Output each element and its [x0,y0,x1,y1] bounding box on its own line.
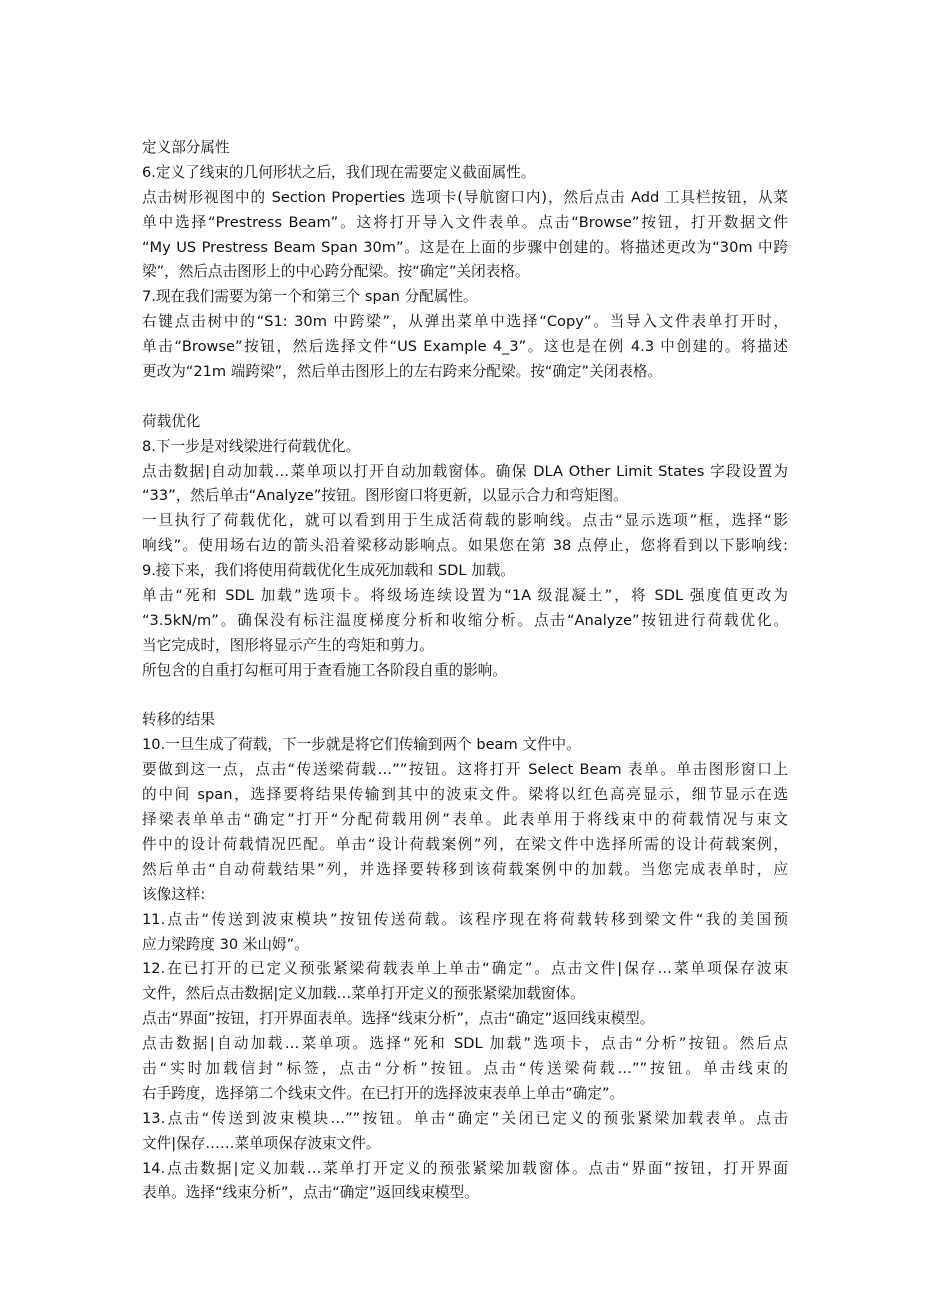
text-line: 要做到这一点，点击“传送梁荷载…””按钮。这将打开 Select Beam 表单。单击图形窗口上 [142,761,788,779]
text-line: 13.点击“传送到波束模块…””按钮。单击“确定”关闭已定义的预张紧梁加载表单。点击 [142,1109,788,1127]
text-line: 文件|保存……菜单项保存波束文件。 [142,1134,381,1152]
paragraph [142,908,788,958]
text-line: 更改为“21m 端跨梁”，然后单击图形上的左右跨来分配梁。按“确定”关闭表格。 [142,363,663,381]
paragraph [142,584,788,659]
section-gap [142,684,788,709]
text-line: 10.一旦生成了荷载，下一步就是将它们传输到两个 beam 文件中。 [142,736,581,754]
paragraph [142,435,788,460]
text-line: 单中选择“Prestress Beam”。这将打开导入文件表单。点击“Browse”按钮，打开数据文件 [142,213,788,231]
paragraph [142,161,788,186]
text-line: 9.接下来，我们将使用荷载优化生成死加载和 SDL 加载。 [142,562,515,580]
text-line: 的中间 span，选择要将结果传输到其中的波束文件。梁将以红色高亮显示，细节显示在选 [142,786,788,804]
text-line: “33”，然后单击“Analyze”按钮。图形窗口将更新，以显示合力和弯矩图。 [142,487,628,505]
text-line: 一旦执行了荷载优化，就可以看到用于生成活荷载的影响线。点击“显示选项”框，选择“影 [142,512,788,530]
text-line: 点击数据|自动加载…菜单项。选择“死和 SDL 加载”选项卡，点击“分析”按钮。然后点 [142,1035,788,1053]
paragraph [142,733,788,758]
text-line: 12.在已打开的已定义预张紧梁荷载表单上单击“确定”。点击文件|保存…菜单项保存波束 [142,960,788,978]
text-line: 右键点击树中的“S1: 30m 中跨梁”，从弹出菜单中选择“Copy”。当导入文件表单打开时， [142,313,788,331]
paragraph [142,1032,788,1107]
text-line: 当它完成时，图形将显示产生的弯矩和剪力。 [142,636,434,654]
text-line: 单击“Browse”按钮，然后选择文件“US Example 4_3”。这也是在例 4.3 中创建的。将描述 [142,338,788,356]
paragraph [142,460,788,510]
text-line: 14.点击数据|定义加载…菜单打开定义的预张紧梁加载窗体。点击“界面”按钮，打开界面 [142,1159,789,1177]
section-heading: 定义部分属性 [142,139,230,156]
text-line: 梁”，然后点击图形上的中心跨分配梁。按“确定”关闭表格。 [142,263,530,281]
paragraph [142,285,788,310]
paragraph [142,1007,788,1032]
text-line: 11.点击“传送到波束模块”按钮传送荷载。该程序现在将荷载转移到梁文件“我的美国预 [142,910,788,928]
paragraph [142,186,788,286]
text-line: 点击数据|自动加载…菜单项以打开自动加载窗体。确保 DLA Other Limit States 字段设置为 [142,462,788,480]
text-line: 应力梁跨度 30 米山姆”。 [142,935,309,953]
text-line: 然后单击“自动荷载结果”列，并选择要转移到该荷载案例中的加载。当您完成表单时，应 [142,860,788,878]
text-line: 8.下一步是对线梁进行荷载优化。 [142,437,361,455]
paragraph [142,659,788,684]
paragraph [142,310,788,385]
text-line: 择梁表单单击“确定”打开“分配荷载用例”表单。此表单用于将线束中的荷载情况与束文 [142,811,788,829]
paragraph [142,1157,788,1207]
paragraph [142,509,788,559]
document-page [142,136,788,1206]
text-line: 击“实时加载信封”标签，点击“分析”按钮。点击“传送梁荷载…””按钮。单击线束的 [142,1059,788,1077]
text-line: 表单。选择“线束分析”，点击“确定”返回线束模型。 [142,1184,479,1202]
text-line: “3.5kN/m”。确保没有标注温度梯度分析和收缩分析。点击“Analyze”按钮进行荷载优化。 [142,611,788,629]
text-line: 该像这样: [142,885,206,903]
text-line: 6.定义了线束的几何形状之后，我们现在需要定义截面属性。 [142,163,536,181]
section-heading: 荷载优化 [142,412,201,430]
text-line: “My US Prestress Beam Span 30m”。这是在上面的步骤中创建的。将描述更改为“30m 中跨 [142,238,788,256]
text-line: 所包含的自重打勾框可用于查看施工各阶段自重的影响。 [142,661,507,679]
text-line: 单击“死和 SDL 加载”选项卡。将级场连续设置为“1A 级混凝土”，将 SDL 强度值更改为 [142,587,788,605]
section-gap [142,385,788,410]
text-line: 右手跨度，选择第二个线束文件。在已打开的选择波束表单上单击“确定”。 [142,1084,625,1102]
text-line: 响线”。使用场右边的箭头沿着梁移动影响点。如果您在第 38 点停止，您将看到以下影响线: [142,537,788,555]
text-line: 点击树形视图中的 Section Properties 选项卡(导航窗口内)，然后点击 Add 工具栏按钮，从菜 [142,188,788,206]
paragraph [142,559,788,584]
paragraph [142,1107,788,1157]
paragraph [142,758,788,907]
text-line: 点击“界面”按钮，打开界面表单。选择“线束分析”，点击“确定”返回线束模型。 [142,1010,655,1028]
paragraph [142,957,788,1007]
text-line: 7.现在我们需要为第一个和第三个 span 分配属性。 [142,288,478,306]
text-line: 文件，然后点击数据|定义加载…菜单打开定义的预张紧梁加载窗体。 [142,985,585,1003]
text-line: 件中的设计荷载情况匹配。单击“设计荷载案例”列，在梁文件中选择所需的设计荷载案例， [142,835,788,853]
section-heading: 转移的结果 [142,711,215,729]
